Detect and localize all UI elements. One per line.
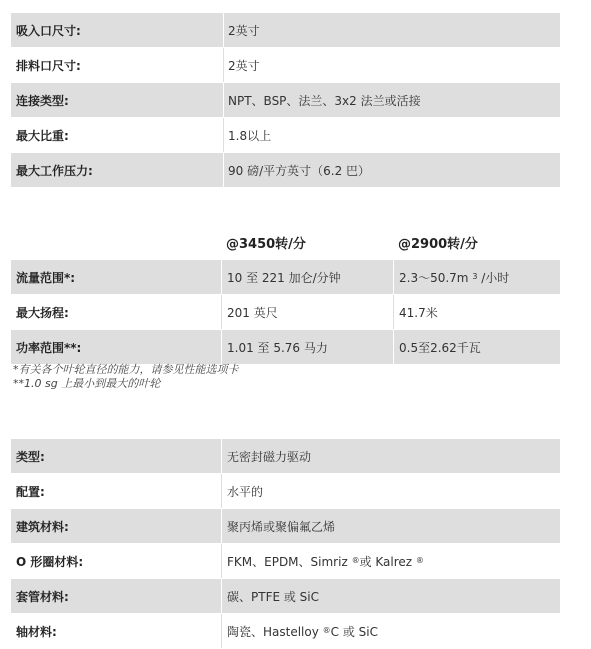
spec-table-construction: [11, 439, 560, 649]
row-value: 陶瓷、Hastelloy ® C 或 SiC: [221, 614, 560, 648]
table-row: [11, 579, 560, 614]
value-part: FKM、EPDM、Simriz: [227, 554, 348, 569]
row-label: 配置:: [16, 484, 45, 499]
header-cell-3450rpm: @3450转/分: [226, 237, 306, 252]
row-value-3450: 201 英尺: [221, 295, 393, 329]
table-row: [11, 474, 560, 509]
value-part: 或 Kalrez: [359, 554, 413, 569]
table-row: [11, 48, 560, 83]
row-label: 功率范围**:: [16, 340, 82, 355]
row-value: NPT、BSP、法兰、3x2 法兰或活接: [223, 83, 560, 117]
table-row: [11, 118, 560, 153]
table-row: [11, 260, 560, 295]
row-label: 吸入口尺寸:: [16, 23, 81, 38]
row-value: 聚丙烯或聚偏氟乙烯: [221, 509, 560, 543]
footnotes: [13, 363, 239, 391]
row-label: 类型:: [16, 449, 45, 464]
row-value-3450: 10 至 221 加仑/分钟: [221, 260, 393, 294]
row-value: 2英寸: [223, 48, 560, 82]
row-value: 2英寸: [223, 13, 560, 47]
table-row: [11, 509, 560, 544]
row-label: 流量范围*:: [16, 270, 76, 285]
row-value: 无密封磁力驱动: [221, 439, 560, 473]
row-label: 最大工作压力:: [16, 163, 93, 178]
value-part: /小时: [481, 270, 510, 285]
table-row: [11, 153, 560, 188]
row-label: 套管材料:: [16, 589, 69, 604]
value-part: 2.3～50.7m: [399, 270, 469, 285]
table-row: [11, 544, 560, 579]
row-value-2900: 2.3～50.7m 3 /小时: [393, 260, 560, 294]
row-value: 水平的: [221, 474, 560, 508]
table-header: [11, 225, 560, 260]
table-row: [11, 614, 560, 649]
row-value-2900: 41.7米: [393, 295, 560, 329]
row-label: 排料口尺寸:: [16, 58, 81, 73]
table-row: [11, 295, 560, 330]
spec-table-performance: [11, 225, 560, 365]
footnote: **1.0 sg 上最小到最大的叶轮: [13, 377, 161, 390]
row-label: 建筑材料:: [16, 519, 69, 534]
table-row: [11, 13, 560, 48]
row-label: O 形圈材料:: [16, 554, 84, 569]
row-value: 碳、PTFE 或 SiC: [221, 579, 560, 613]
footnote: *有关各个叶轮直径的能力，请参见性能选项卡: [13, 363, 239, 376]
value-part: 陶瓷、Hastelloy: [227, 624, 319, 639]
row-label: 最大比重:: [16, 128, 69, 143]
row-label: 连接类型:: [16, 93, 69, 108]
header-cell: [11, 225, 221, 260]
row-label: 最大扬程:: [16, 305, 69, 320]
row-label: 轴材料:: [16, 624, 57, 639]
header-cell-2900rpm: @2900转/分: [398, 237, 478, 252]
table-row: [11, 83, 560, 118]
row-value: FKM、EPDM、Simriz ® 或 Kalrez ®: [221, 544, 560, 578]
table-row: [11, 330, 560, 365]
row-value: 1.8以上: [223, 118, 560, 152]
row-value: 90 磅/平方英寸（6.2 巴）: [223, 153, 560, 187]
value-part: C 或 SiC: [330, 624, 379, 639]
table-row: [11, 439, 560, 474]
row-value-2900: 0.5至2.62千瓦: [393, 330, 560, 364]
row-value-3450: 1.01 至 5.76 马力: [221, 330, 393, 364]
spec-table-dimensions: [11, 13, 560, 188]
